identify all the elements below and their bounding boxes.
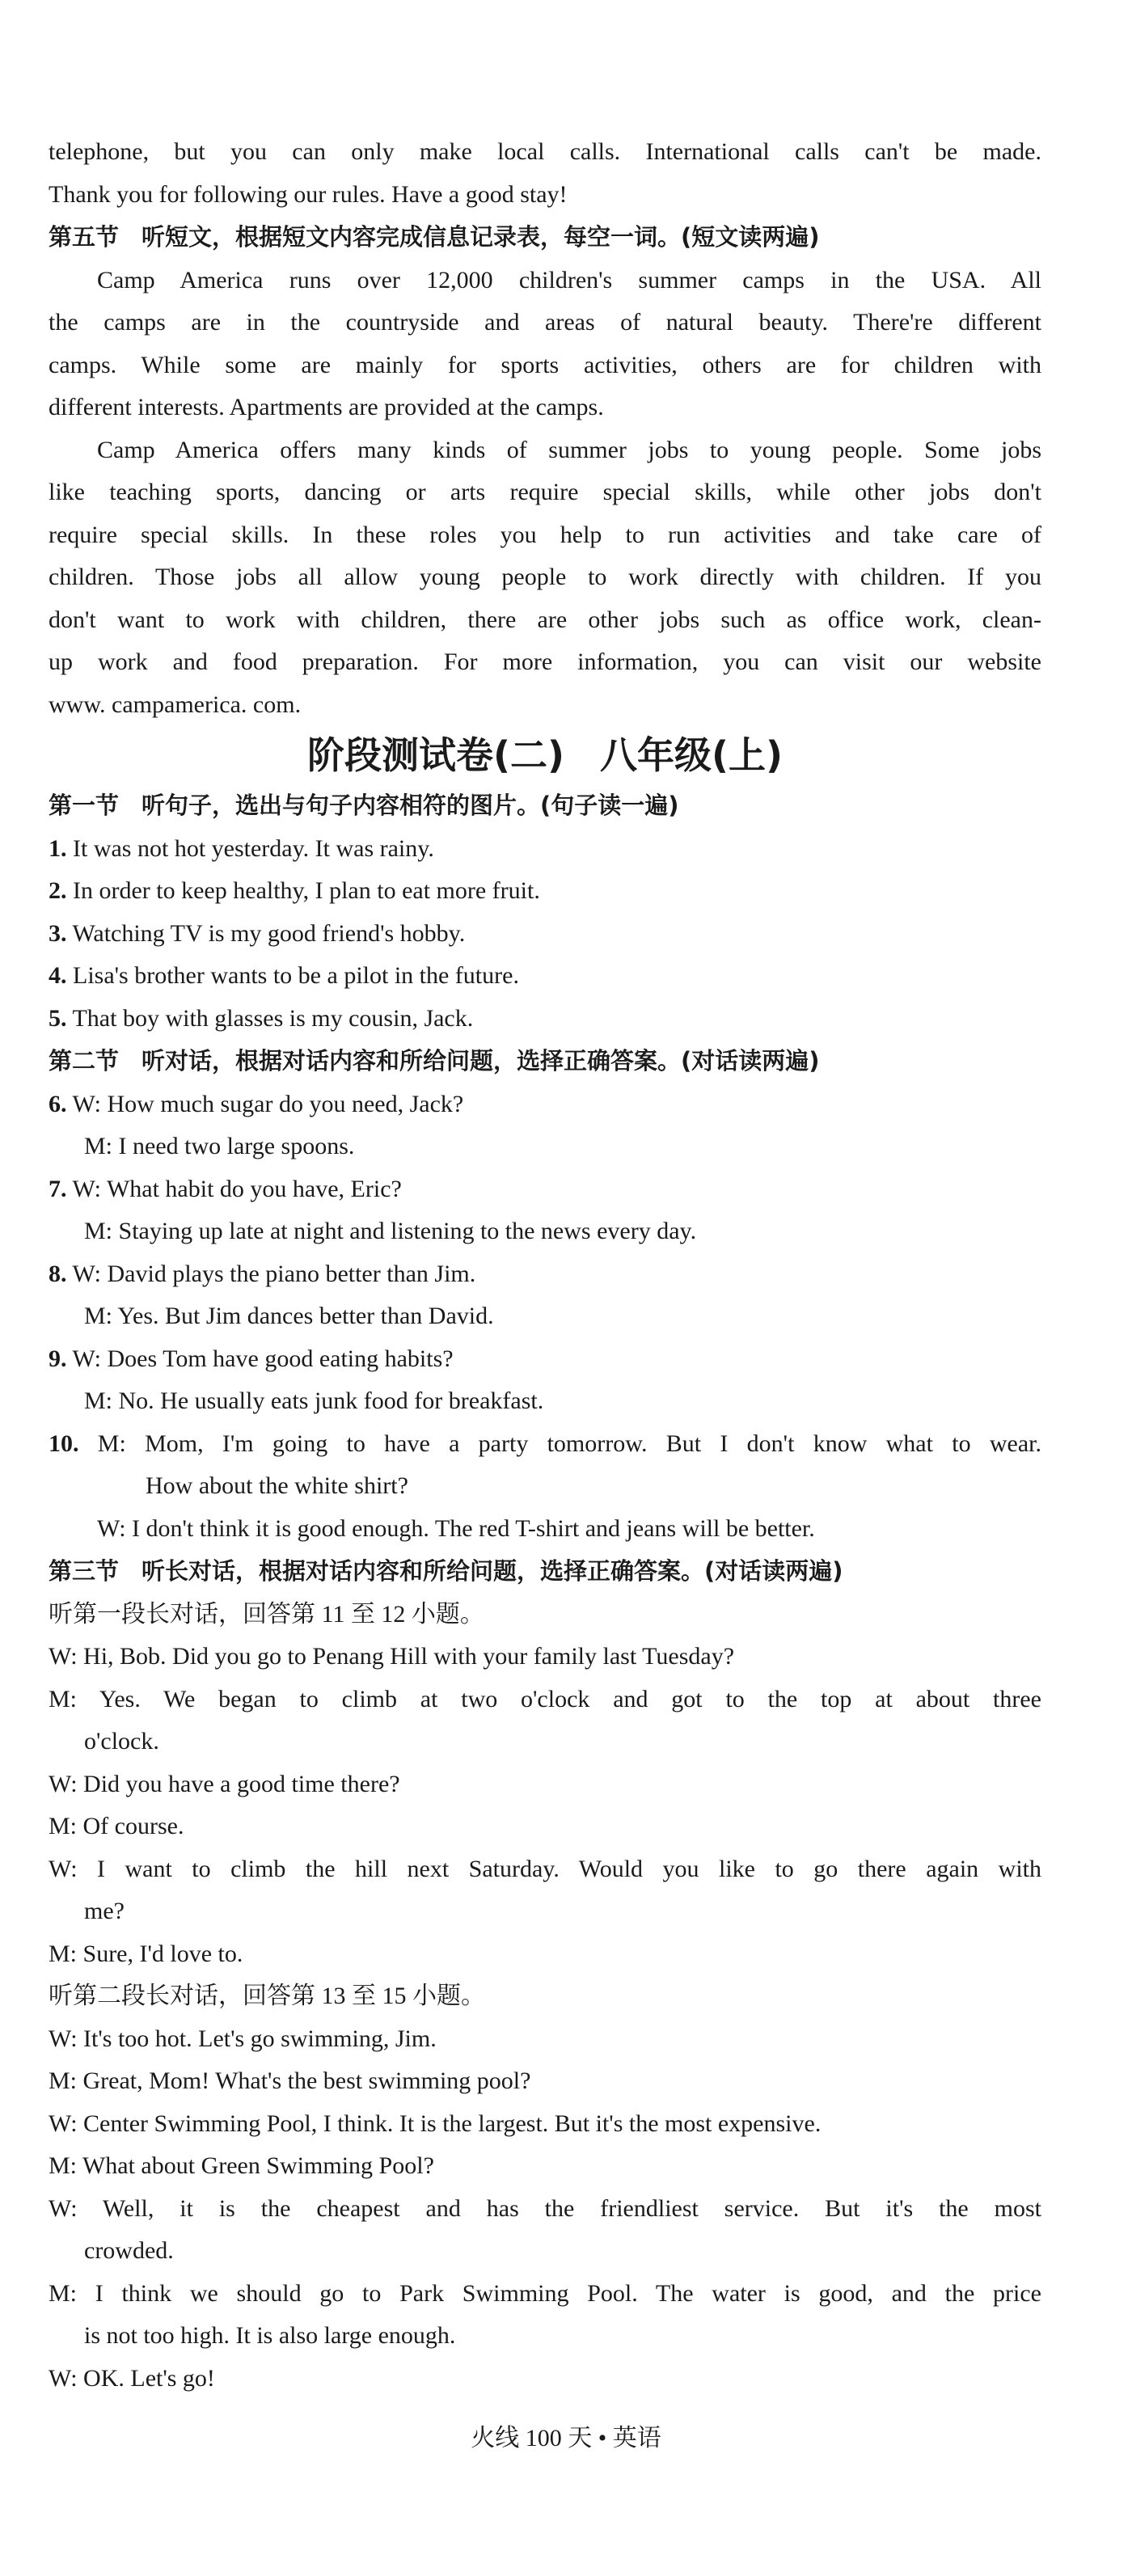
dialog-line: M: Yes. But Jim dances better than David. xyxy=(84,1303,494,1329)
item-text: Lisa's brother wants to be a pilot in the future. xyxy=(73,962,519,989)
dialog-line xyxy=(49,1083,1041,1126)
sentence-item xyxy=(49,998,1041,1041)
dialog-line: M: No. He usually eats junk food for breakfast. xyxy=(84,1387,544,1414)
passage-line: up work and food preparation. For more information, you can visit our website xyxy=(49,648,1041,675)
passage-line: like teaching sports, dancing or arts require special skills, while other jobs don't xyxy=(49,479,1041,505)
section-instruction: 听句子，选出与句子内容相符的图片。(句子读一遍) xyxy=(142,792,679,819)
dialog-intro: 听第二段长对话，回答第 13 至 15 小题。 xyxy=(49,1983,485,2009)
dialog-line: W: I want to climb the hill next Saturday. Would you like to go there again with xyxy=(49,1855,1041,1882)
passage-line: the camps are in the countryside and areas of natural beauty. There're different xyxy=(49,309,1041,336)
dialog-line xyxy=(49,1253,1041,1296)
dialog-line: W: OK. Let's go! xyxy=(49,2364,215,2392)
passage-line: camps. While some are mainly for sports activities, others are for children with xyxy=(49,351,1041,378)
item-number: 1. xyxy=(49,834,67,862)
dialog-line: M: Yes. We began to climb at two o'clock and got to the top at about three xyxy=(49,1685,1041,1712)
section-label: 第二节 xyxy=(49,1047,120,1075)
dialog-intro: 听第一段长对话，回答第 11 至 12 小题。 xyxy=(49,1600,484,1628)
section-instruction: 听对话，根据对话内容和所给问题，选择正确答案。(对话读两遍) xyxy=(142,1047,820,1075)
dialog-line: M: Sure, I'd love to. xyxy=(49,1940,243,1967)
dialog-line: W: Did you have a good time there? xyxy=(49,1770,400,1797)
dialog-line: W: It's too hot. Let's go swimming, Jim. xyxy=(49,2025,437,2052)
dialog-line: W: Hi, Bob. Did you go to Penang Hill with your family last Tuesday? xyxy=(49,1643,735,1670)
section5-heading xyxy=(49,216,1041,260)
dialog-text: W: What habit do you have, Eric? xyxy=(72,1175,402,1202)
dialog-text: W: How much sugar do you need, Jack? xyxy=(72,1090,464,1117)
section-instruction: 听长对话，根据对话内容和所给问题，选择正确答案。(对话读两遍) xyxy=(142,1557,843,1585)
passage-line: different interests. Apartments are provided at the camps. xyxy=(49,394,604,420)
item-number: 2. xyxy=(49,877,67,904)
dialog-line: M: Of course. xyxy=(49,1813,184,1839)
section-label: 第五节 xyxy=(49,223,120,251)
page-content xyxy=(49,131,1041,2400)
passage-line: www. campamerica. com. xyxy=(49,690,302,718)
dialog-line: is not too high. It is also large enough. xyxy=(84,2322,456,2349)
item-number: 8. xyxy=(49,1260,67,1287)
item-text: Watching TV is my good friend's hobby. xyxy=(72,919,466,947)
dialog-line xyxy=(49,1168,1041,1211)
test-title: 阶段测试卷(二) 八年级(上) xyxy=(306,733,784,777)
dialog-line: M: Great, Mom! What's the best swimming pool? xyxy=(49,2067,531,2094)
dialog-line: W: Well, it is the cheapest and has the friendliest service. But it's the most xyxy=(49,2194,1041,2222)
carryover-line: telephone, but you can only make local calls. International calls can't be made. xyxy=(49,138,1041,165)
dialog-line: How about the white shirt? xyxy=(146,1472,408,1499)
item-number: 10. xyxy=(49,1429,79,1457)
section2-heading xyxy=(49,1040,1041,1083)
item-text: It was not hot yesterday. It was rainy. xyxy=(73,834,434,862)
sentence-item xyxy=(49,870,1041,913)
passage-line: Camp America runs over 12,000 children's summer camps in the USA. All xyxy=(97,266,1041,293)
carryover-line: Thank you for following our rules. Have a good stay! xyxy=(49,180,568,208)
sentence-item xyxy=(49,955,1041,998)
item-text: That boy with glasses is my cousin, Jack. xyxy=(72,1004,474,1032)
item-number: 5. xyxy=(49,1004,67,1032)
dialog-line: crowded. xyxy=(84,2237,174,2264)
dialog-text: W: David plays the piano better than Jim. xyxy=(72,1260,476,1287)
dialog-line: M: I think we should go to Park Swimming Pool. The water is good, and the price xyxy=(49,2279,1041,2307)
passage-line: don't want to work with children, there are other jobs such as office work, clean- xyxy=(49,606,1041,633)
sentence-item xyxy=(49,828,1041,871)
dialog-line: o'clock. xyxy=(84,1728,159,1755)
item-number: 4. xyxy=(49,962,67,989)
item-text: In order to keep healthy, I plan to eat more fruit. xyxy=(73,877,540,904)
dialog-line: M: What about Green Swimming Pool? xyxy=(49,2152,434,2179)
section3-heading xyxy=(49,1550,1041,1594)
passage-line: require special skills. In these roles you help to run activities and take care of xyxy=(49,521,1041,548)
sentence-item xyxy=(49,913,1041,956)
item-number: 3. xyxy=(49,919,67,947)
dialog-line xyxy=(49,1338,1041,1381)
dialog-line: M: I need two large spoons. xyxy=(84,1133,355,1159)
dialog-line xyxy=(49,1423,1041,1466)
dialog-line: W: Center Swimming Pool, I think. It is the largest. But it's the most expensive. xyxy=(49,2109,822,2137)
dialog-text: W: Does Tom have good eating habits? xyxy=(72,1345,454,1372)
page-footer: 火线 100 天 • 英语 xyxy=(471,2425,661,2451)
section-instruction: 听短文，根据短文内容完成信息记录表，每空一词。(短文读两遍) xyxy=(142,223,820,251)
section-label: 第一节 xyxy=(49,792,120,819)
dialog-line: W: I don't think it is good enough. The red T-shirt and jeans will be better. xyxy=(97,1514,815,1542)
passage-line: Camp America offers many kinds of summer jobs to young people. Some jobs xyxy=(97,436,1041,463)
dialog-line: M: Staying up late at night and listening to the news every day. xyxy=(84,1218,697,1244)
item-number: 7. xyxy=(49,1175,67,1202)
item-number: 9. xyxy=(49,1345,67,1372)
item-number: 6. xyxy=(49,1090,67,1117)
section-label: 第三节 xyxy=(49,1557,120,1585)
passage-line: children. Those jobs all allow young people to work directly with children. If you xyxy=(49,564,1041,590)
dialog-text: M: Mom, I'm going to have a party tomorrow. But I don't know what to wear. xyxy=(97,1429,1041,1457)
section1-heading xyxy=(49,784,1041,828)
dialog-line: me? xyxy=(84,1898,125,1924)
